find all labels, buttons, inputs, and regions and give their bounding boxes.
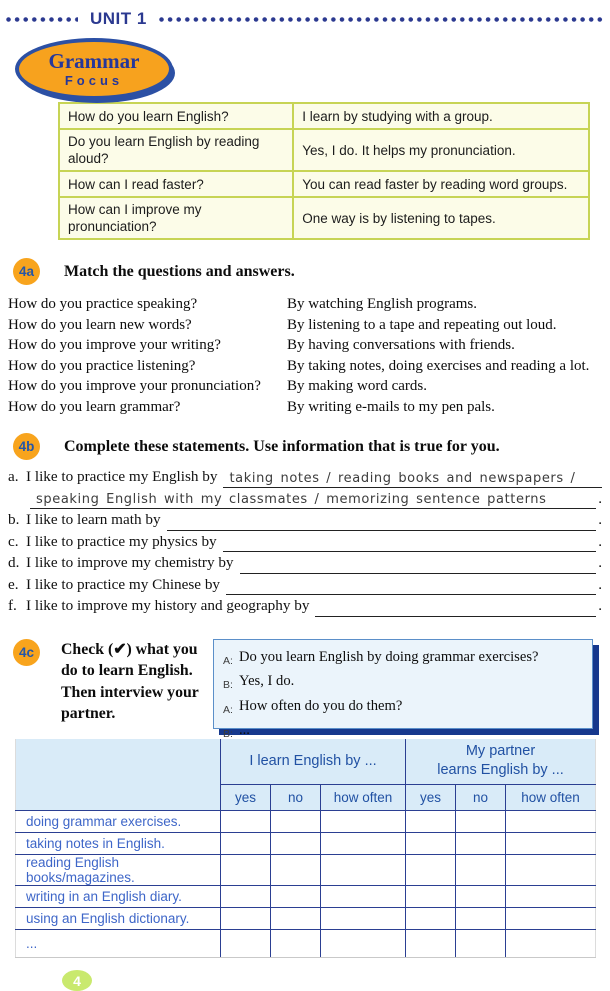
- grammar-focus-badge: [15, 38, 173, 100]
- survey-cell[interactable]: [456, 811, 506, 833]
- statement-a-continuation: [30, 488, 602, 510]
- statement-blank[interactable]: [223, 532, 596, 552]
- survey-subheader-no: no: [456, 785, 506, 811]
- sample-dialogue-box: [213, 639, 593, 740]
- statement-text: I like to practice my Chinese by: [26, 575, 221, 593]
- statement-label: c.: [8, 532, 19, 550]
- dialogue-line: [223, 647, 583, 672]
- survey-group2-header: [406, 739, 596, 785]
- section-4a-header: [13, 258, 610, 285]
- survey-group1-header: I learn English by ...: [221, 739, 406, 785]
- dialogue-text: Yes, I do.: [239, 673, 295, 689]
- statement-blank-filled[interactable]: taking notes / reading books and newspapers /: [223, 468, 602, 488]
- survey-cell[interactable]: [221, 908, 271, 930]
- survey-cell[interactable]: [271, 930, 321, 958]
- section-4c-badge: 4c: [13, 639, 40, 666]
- dotted-rule-left: [6, 17, 78, 22]
- grammar-question: Do you learn English by reading aloud?: [59, 129, 293, 171]
- survey-cell[interactable]: [321, 886, 406, 908]
- match-answer[interactable]: By writing e-mails to my pen pals.: [287, 398, 495, 415]
- grammar-focus-title-line1: Grammar: [48, 48, 140, 73]
- dotted-rule-right: [159, 17, 604, 22]
- survey-row-label: writing in an English diary.: [16, 886, 221, 908]
- survey-cell[interactable]: [506, 908, 596, 930]
- survey-cell[interactable]: [321, 811, 406, 833]
- instruction-line: partner.: [61, 705, 116, 722]
- dialogue-line: [223, 720, 583, 745]
- statement-blank[interactable]: [240, 554, 596, 574]
- survey-cell[interactable]: [506, 930, 596, 958]
- statement-period: .: [598, 597, 602, 614]
- statement-label: a.: [8, 468, 19, 485]
- match-answer[interactable]: By taking notes, doing exercises and reading a lot.: [287, 357, 590, 374]
- match-question[interactable]: How do you learn new words?: [8, 316, 192, 333]
- statement-period: .: [598, 489, 602, 507]
- survey-cell[interactable]: [271, 908, 321, 930]
- survey-row: [16, 908, 596, 930]
- survey-subheader-no: no: [271, 785, 321, 811]
- instruction-line: Then interview your: [61, 683, 199, 701]
- speaker-label: A:: [223, 654, 233, 667]
- survey-row: [16, 833, 596, 855]
- grammar-focus-table: [58, 102, 590, 240]
- page-number-badge: 4: [62, 970, 92, 991]
- statement-c: [8, 531, 602, 553]
- grammar-question: How do you learn English?: [59, 103, 293, 129]
- survey-row: [16, 855, 596, 886]
- survey-cell[interactable]: [456, 930, 506, 958]
- statement-label: f.: [8, 597, 17, 614]
- section-4c-instruction-block: [13, 639, 213, 729]
- survey-cell[interactable]: [506, 811, 596, 833]
- survey-row: [16, 811, 596, 833]
- survey-cell[interactable]: [221, 833, 271, 855]
- statement-a: [8, 466, 602, 488]
- statement-blank[interactable]: [226, 575, 596, 595]
- survey-cell[interactable]: [406, 908, 456, 930]
- survey-cell[interactable]: [406, 811, 456, 833]
- section-4c-instruction: [61, 639, 199, 729]
- survey-header-row-groups: [16, 739, 596, 785]
- dialogue-text: ...: [239, 722, 250, 738]
- dialogue-text: How often do you do them?: [239, 697, 403, 714]
- survey-cell[interactable]: [506, 855, 596, 886]
- match-question[interactable]: How do you practice listening?: [8, 357, 196, 374]
- section-4a-title: Match the questions and answers.: [64, 262, 295, 280]
- unit-label: UNIT 1: [90, 9, 147, 28]
- survey-cell[interactable]: [321, 855, 406, 886]
- survey-cell[interactable]: [506, 833, 596, 855]
- grammar-answer: One way is by listening to tapes.: [293, 197, 589, 239]
- dialogue-text: Do you learn English by doing grammar exercises?: [239, 648, 539, 665]
- match-answer[interactable]: By making word cards.: [287, 378, 427, 394]
- instruction-line: do to learn English.: [61, 662, 193, 679]
- statement-period: .: [598, 532, 602, 550]
- statement-text: I like to practice my physics by: [26, 532, 217, 550]
- table-row: [59, 197, 589, 239]
- table-row: [59, 103, 589, 129]
- statement-f: [8, 595, 602, 617]
- statement-blank[interactable]: [315, 597, 596, 617]
- match-answers-column: [287, 294, 610, 417]
- statement-label: e.: [8, 575, 19, 593]
- match-question[interactable]: How do you improve your pronunciation?: [8, 378, 261, 394]
- speaker-label: A:: [223, 703, 233, 716]
- dialogue-line: [223, 671, 583, 696]
- section-4b-title: Complete these statements. Use information that is true for you.: [64, 437, 500, 455]
- instruction-line: Check (✔) what you: [61, 640, 198, 658]
- statement-period: .: [598, 575, 602, 593]
- survey-group2-line2: learns English by ...: [437, 762, 564, 779]
- survey-subheader-how-often: how often: [506, 785, 596, 811]
- statements-exercise: [8, 466, 602, 617]
- statement-text: I like to learn math by: [26, 511, 161, 528]
- survey-subheader-yes: yes: [406, 785, 456, 811]
- statement-text: I like to improve my chemistry by: [26, 554, 234, 571]
- match-question[interactable]: How do you improve your writing?: [8, 337, 221, 353]
- unit-header: [6, 10, 604, 28]
- statement-blank-filled[interactable]: speaking English with my classmates / memorizing sentence patterns: [30, 489, 596, 509]
- match-question[interactable]: How do you learn grammar?: [8, 398, 181, 415]
- survey-cell[interactable]: [406, 855, 456, 886]
- statement-blank[interactable]: [167, 511, 596, 531]
- survey-cell[interactable]: [221, 811, 271, 833]
- section-4c: [13, 639, 610, 740]
- survey-subheader-yes: yes: [221, 785, 271, 811]
- statement-period: .: [598, 511, 602, 528]
- survey-cell[interactable]: [221, 855, 271, 886]
- survey-cell[interactable]: [406, 886, 456, 908]
- survey-cell[interactable]: [456, 886, 506, 908]
- survey-cell[interactable]: [321, 908, 406, 930]
- section-4b-header: [13, 433, 610, 460]
- match-questions-column: [8, 294, 287, 417]
- survey-cell[interactable]: [221, 886, 271, 908]
- survey-subheader-how-often: how often: [321, 785, 406, 811]
- survey-cell[interactable]: [456, 908, 506, 930]
- speaker-label: B:: [223, 679, 233, 691]
- survey-corner-cell: [16, 739, 221, 811]
- grammar-answer: You can read faster by reading word groups.: [293, 171, 589, 197]
- grammar-focus-title-line2: Focus: [64, 72, 124, 88]
- survey-row: [16, 930, 596, 958]
- section-4b-badge: 4b: [13, 433, 40, 460]
- speaker-label: B:: [223, 728, 233, 740]
- survey-row-label: using an English dictionary.: [16, 908, 221, 930]
- survey-row-label: taking notes in English.: [16, 833, 221, 855]
- match-answer[interactable]: By watching English programs.: [287, 296, 477, 312]
- statement-d: [8, 552, 602, 574]
- survey-row-label: ...: [16, 930, 221, 958]
- statement-period: .: [598, 554, 602, 571]
- survey-cell[interactable]: [456, 833, 506, 855]
- match-answer[interactable]: By having conversations with friends.: [287, 337, 515, 353]
- section-4a-badge: 4a: [13, 258, 40, 285]
- grammar-answer: Yes, I do. It helps my pronunciation.: [293, 129, 589, 171]
- table-row: [59, 129, 589, 171]
- survey-cell[interactable]: [271, 886, 321, 908]
- grammar-question: How can I read faster?: [59, 171, 293, 197]
- survey-cell[interactable]: [271, 811, 321, 833]
- grammar-answer: I learn by studying with a group.: [293, 103, 589, 129]
- match-exercise: [8, 294, 610, 417]
- statement-b: [8, 509, 602, 531]
- survey-cell[interactable]: [271, 833, 321, 855]
- dialogue-line: [223, 696, 583, 721]
- survey-cell[interactable]: [506, 886, 596, 908]
- survey-cell[interactable]: [221, 930, 271, 958]
- survey-cell[interactable]: [456, 855, 506, 886]
- statement-text: I like to improve my history and geography by: [26, 597, 310, 614]
- grammar-question: How can I improve my pronunciation?: [59, 197, 293, 239]
- survey-group2-line1: My partner: [465, 743, 536, 760]
- survey-table: [15, 739, 596, 959]
- survey-row: [16, 886, 596, 908]
- table-row: [59, 171, 589, 197]
- survey-row-label: reading English books/magazines.: [16, 855, 221, 886]
- match-question[interactable]: How do you practice speaking?: [8, 296, 198, 312]
- match-answer[interactable]: By listening to a tape and repeating out loud.: [287, 316, 557, 333]
- survey-cell[interactable]: [271, 855, 321, 886]
- survey-cell[interactable]: [406, 833, 456, 855]
- statement-text: I like to practice my English by: [26, 468, 218, 485]
- statement-label: b.: [8, 511, 20, 528]
- survey-row-label: doing grammar exercises.: [16, 811, 221, 833]
- survey-cell[interactable]: [321, 833, 406, 855]
- statement-label: d.: [8, 554, 20, 571]
- survey-cell[interactable]: [321, 930, 406, 958]
- survey-cell[interactable]: [406, 930, 456, 958]
- statement-e: [8, 574, 602, 596]
